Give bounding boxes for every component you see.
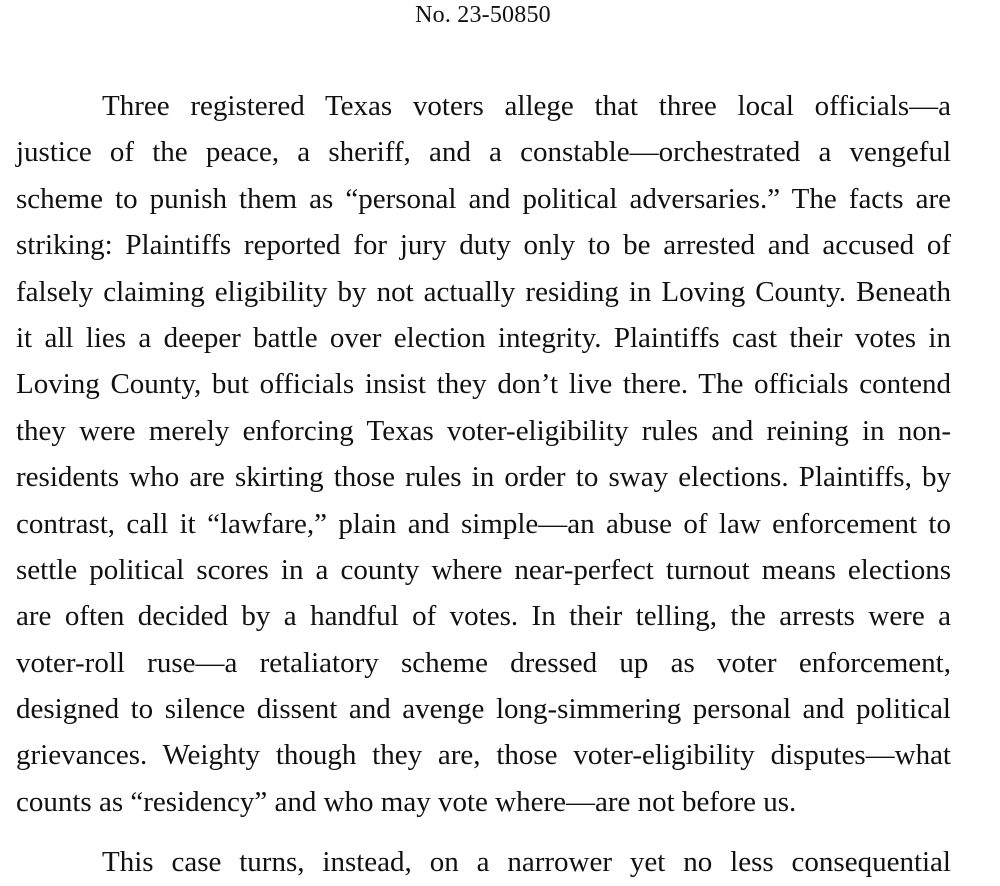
text-line: This case turns, instead, on a narrower yet no less consequential	[102, 846, 951, 879]
text-line: Loving County, but officials insist they don’t live there. The officials contend	[16, 368, 951, 401]
text-line: counts as “residency” and who may vote where—are not before us.	[16, 785, 797, 818]
case-number-header: No. 23-50850	[415, 2, 551, 28]
text-line: striking: Plaintiffs reported for jury duty only to be arrested and accused of	[16, 229, 951, 262]
paragraph-1	[16, 83, 951, 825]
text-line: it all lies a deeper battle over election integrity. Plaintiffs cast their votes in	[16, 321, 951, 354]
text-line: grievances. Weighty though they are, those voter-eligibility disputes—what	[16, 739, 951, 772]
text-line: falsely claiming eligibility by not actually residing in Loving County. Beneath	[16, 275, 951, 308]
text-line: settle political scores in a county where near-perfect turnout means elections	[16, 553, 951, 586]
text-line: Three registered Texas voters allege that three local officials—a	[102, 90, 951, 122]
text-line: voter-roll ruse—a retaliatory scheme dressed up as voter enforcement,	[16, 646, 951, 679]
text-line: justice of the peace, a sheriff, and a constable—orchestrated a vengeful	[16, 136, 951, 169]
text-line: they were merely enforcing Texas voter-eligibility rules and reining in non-	[16, 414, 951, 447]
opinion-body	[16, 83, 951, 886]
text-line: residents who are skirting those rules in order to sway elections. Plaintiffs, by	[16, 461, 951, 494]
paragraph-2	[16, 839, 951, 885]
text-line: scheme to punish them as “personal and political adversaries.” The facts are	[16, 182, 951, 215]
text-line: designed to silence dissent and avenge long-simmering personal and political	[16, 693, 951, 726]
text-line: are often decided by a handful of votes. In their telling, the arrests were a	[16, 600, 951, 633]
paragraph-gap	[16, 825, 951, 839]
text-line: contrast, call it “lawfare,” plain and simple—an abuse of law enforcement to	[16, 507, 951, 540]
